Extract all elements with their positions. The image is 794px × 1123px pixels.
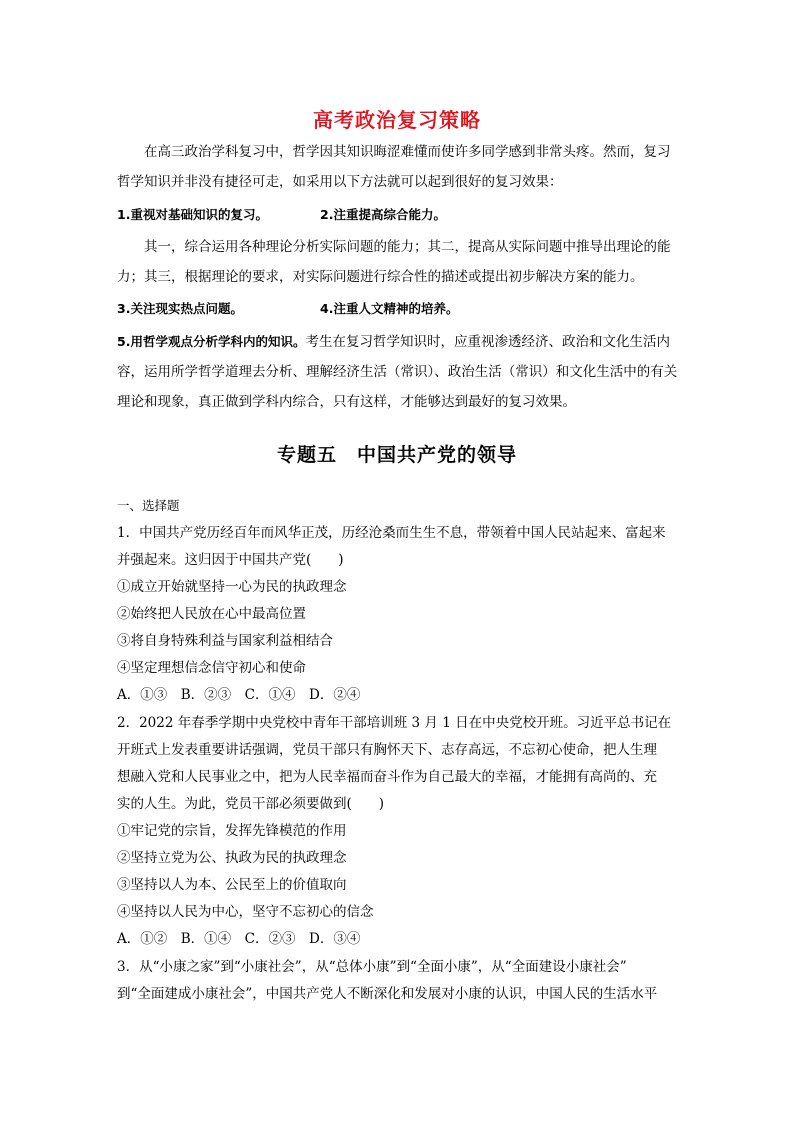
tips-row-2 bbox=[117, 294, 679, 324]
tip-5-heading: 5.用哲学观点分析学科内的知识。 bbox=[117, 334, 306, 349]
q2-option-1: ①牢记党的宗旨，发挥先锋模范的作用 bbox=[117, 823, 347, 839]
q2-option-2: ②坚持立党为公、执政为民的执政理念 bbox=[117, 850, 347, 866]
q1-option-1: ①成立开始就坚持一心为民的执政理念 bbox=[117, 579, 347, 595]
tip-5-paragraph bbox=[117, 327, 679, 417]
q1-option-3: ③将自身特殊利益与国家利益相结合 bbox=[117, 633, 333, 649]
q1-stem-line-2: 并强起来。这归因于中国共产党( ) bbox=[117, 552, 344, 568]
section-heading: 一、选择题 bbox=[117, 498, 180, 513]
tip-5-text: 考生在复习哲学知识时，应重视渗透经济、政治和文化生活内容，运用所学哲学道理去分析、理解经济生活（常识）、政治生活（常识）和文化生活中的有关理论和现象，真正做到学科内综合，只有这样，才能够达到最好的复习效果。 bbox=[117, 334, 678, 410]
q2-stem-line-1: 2．2022 年春季学期中央党校中青年干部培训班 3 月 1 日在中央党校开班。习近平总书记在 bbox=[117, 715, 672, 731]
document-title: 高考政治复习策略 bbox=[313, 108, 481, 132]
q2-stem-line-3: 想融入党和人民事业之中，把为人民幸福而奋斗作为自己最大的幸福，才能拥有高尚的、充 bbox=[117, 769, 657, 785]
ability-paragraph: 其一，综合运用各种理论分析实际问题的能力；其二，提高从实际问题中推导出理论的能力；其三，根据理论的要求，对实际问题进行综合性的描述或提出初步解决方案的能力。 bbox=[117, 239, 671, 285]
tip-4: 4.注重人文精神的培养。 bbox=[320, 301, 459, 316]
q3-stem-line-2: 到“全面建成小康社会”，中国共产党人不断深化和发展对小康的认识，中国人民的生活水平 bbox=[117, 986, 658, 1002]
q2-stem-line-2: 开班式上发表重要讲话强调，党员干部只有胸怀天下、志存高远，不忘初心使命，把人生理 bbox=[117, 742, 657, 758]
topic-title: 专题五 中国共产党的领导 bbox=[276, 444, 517, 466]
tip-3: 3.关注现实热点问题。 bbox=[117, 301, 243, 316]
q2-option-4: ④坚持以人民为中心，坚守不忘初心的信念 bbox=[117, 904, 374, 920]
q2-option-3: ③坚持以人为本、公民至上的价值取向 bbox=[117, 877, 347, 893]
q2-choices: A．①② B．①④ C．②③ D．③④ bbox=[117, 931, 361, 947]
tip-2: 2.注重提高综合能力。 bbox=[320, 207, 446, 222]
q1-option-2: ②始终把人民放在心中最高位置 bbox=[117, 606, 306, 622]
q1-stem-line-1: 1．中国共产党历经百年而风华正茂，历经沧桑而生生不息，带领着中国人民站起来、富起来 bbox=[117, 525, 666, 541]
tip-1: 1.重视对基础知识的复习。 bbox=[117, 207, 268, 222]
q3-stem-line-1: 3．从“小康之家”到“小康社会”，从“总体小康”到“全面小康”，从“全面建设小康社会” bbox=[117, 959, 627, 975]
q2-stem-line-4: 实的人生。为此，党员干部必须要做到( ) bbox=[117, 796, 385, 812]
q1-choices: A．①③ B．②③ C．①④ D．②④ bbox=[117, 687, 361, 703]
tips-row-1 bbox=[117, 200, 679, 230]
intro-paragraph: 在高三政治学科复习中，哲学因其知识晦涩难懂而使许多同学感到非常头疼。然而，复习哲学知识并非没有捷径可走，如采用以下方法就可以起到很好的复习效果： bbox=[117, 144, 671, 190]
q1-option-4: ④坚定理想信念信守初心和使命 bbox=[117, 660, 306, 676]
